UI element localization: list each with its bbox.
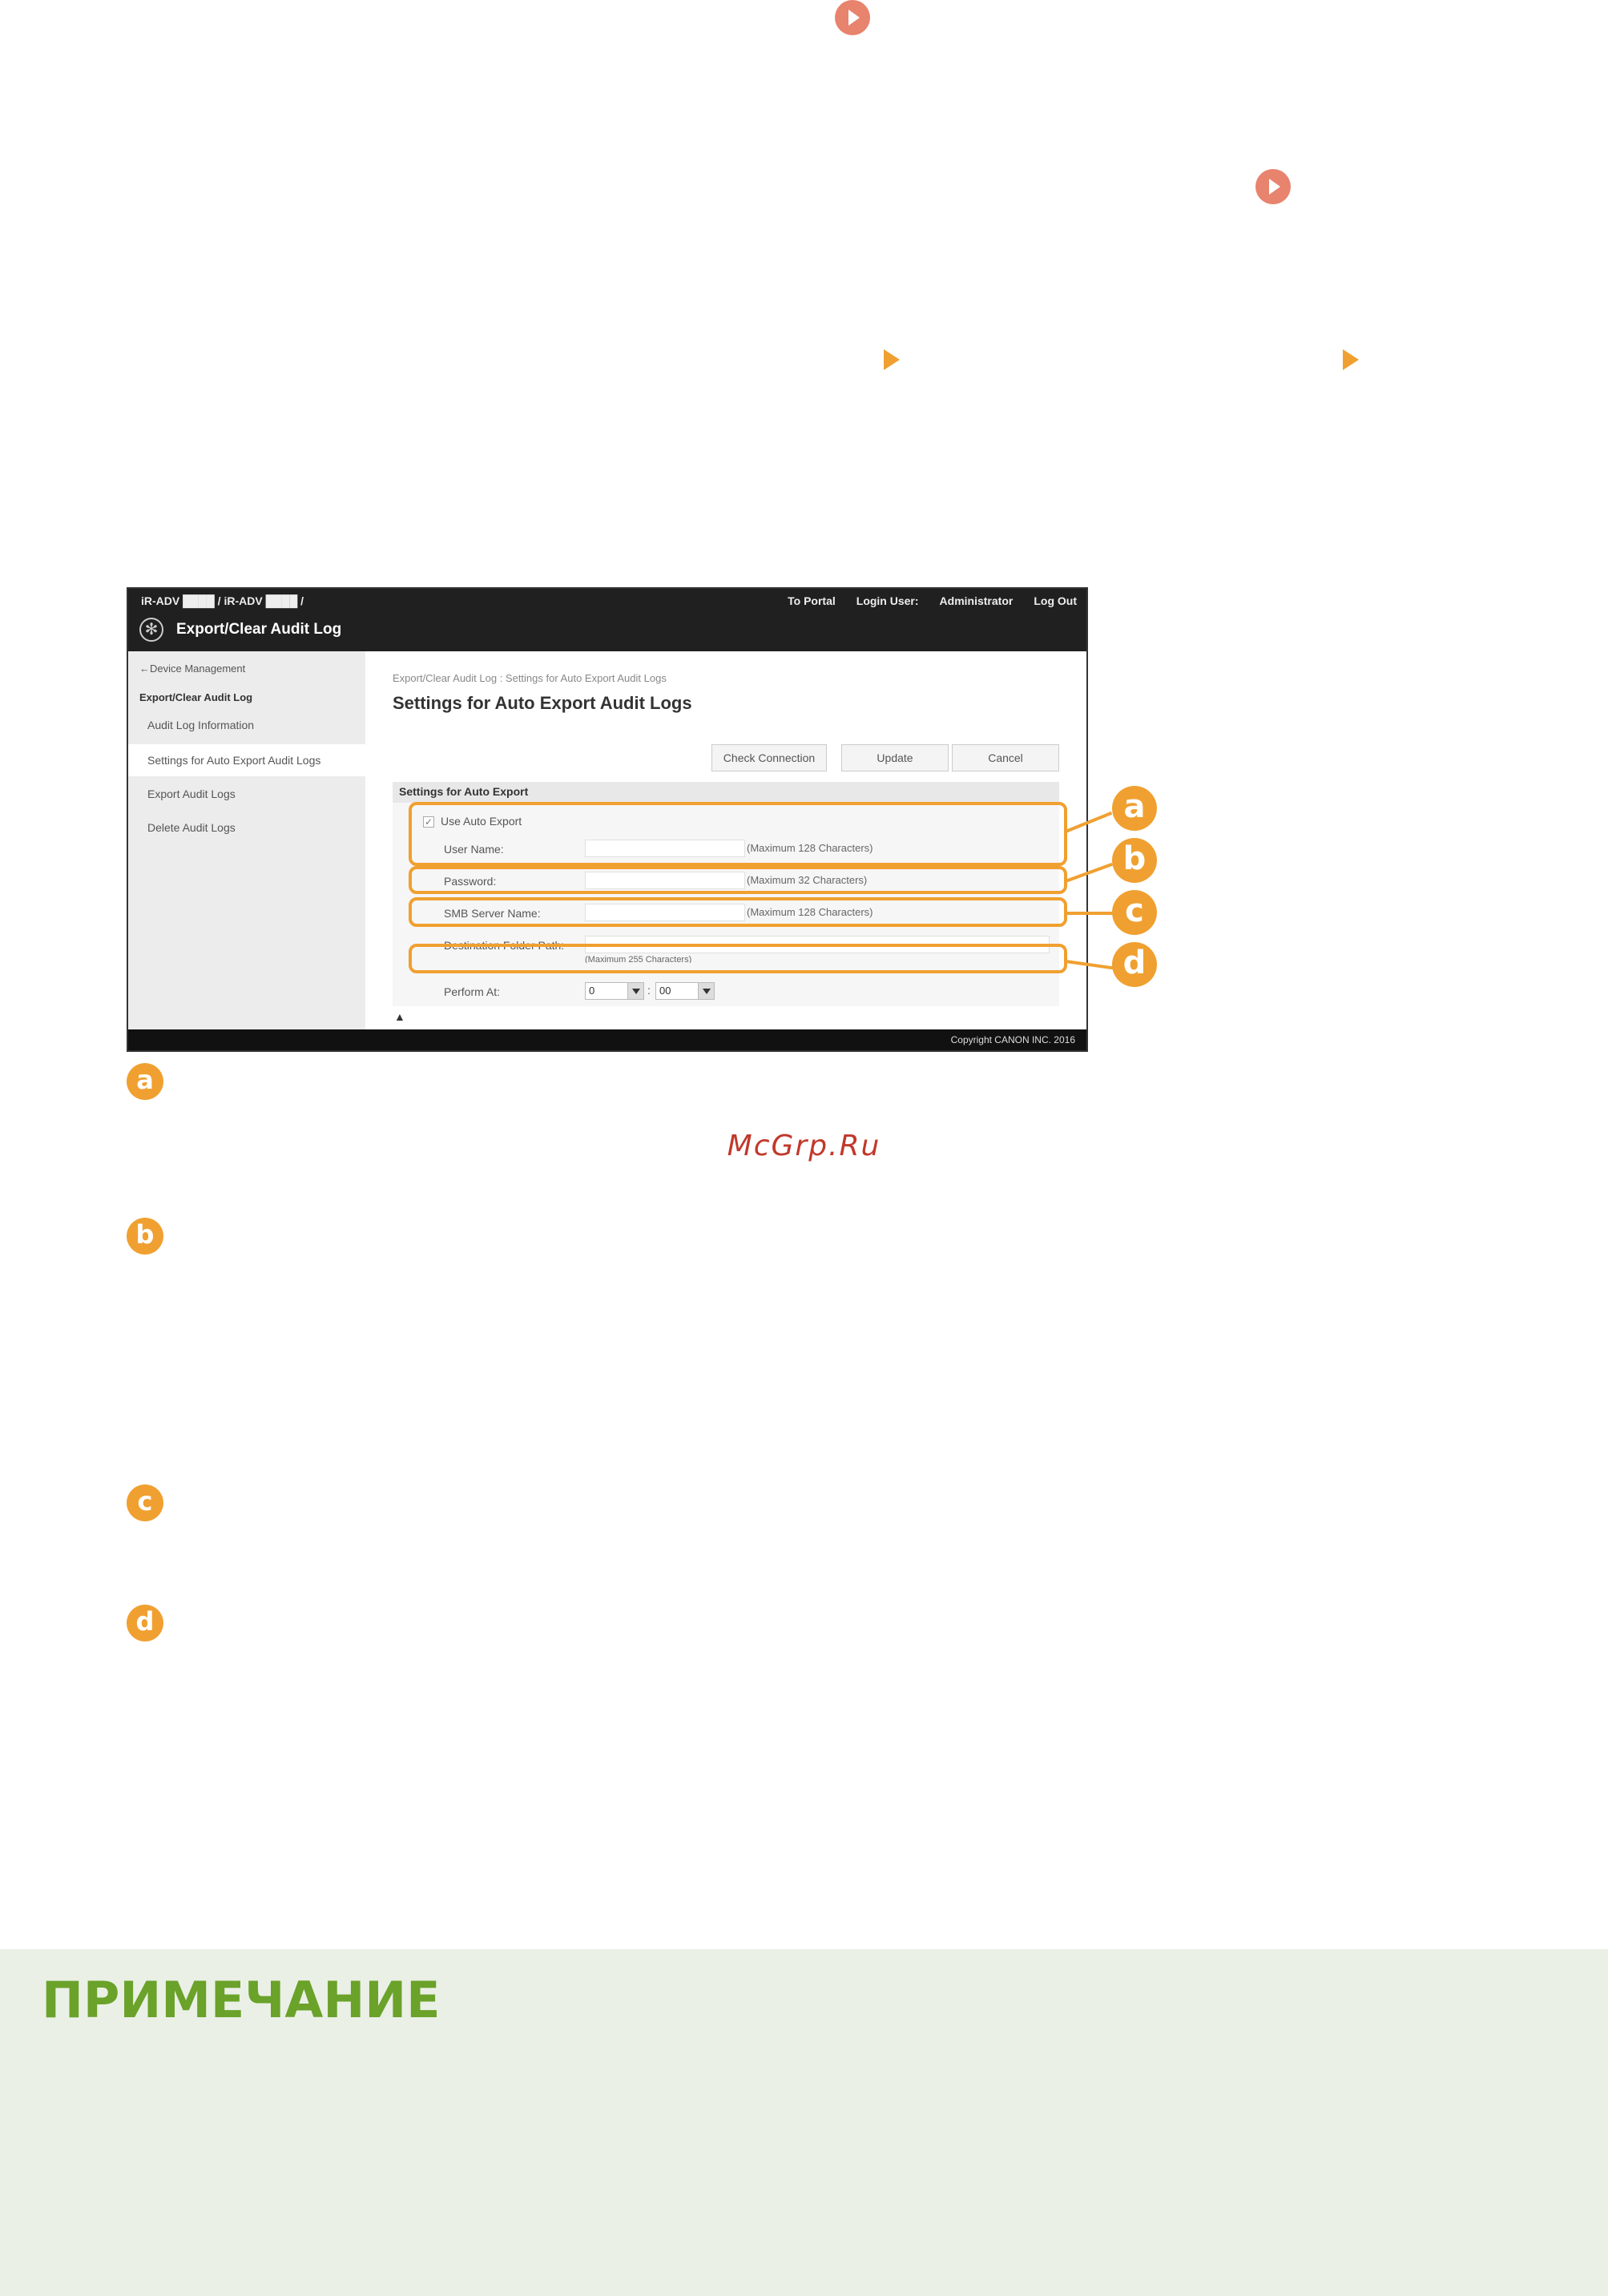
logout-link[interactable]: Log Out	[1034, 594, 1077, 607]
callout-badge-c: c	[1112, 890, 1157, 935]
update-button[interactable]: Update	[841, 744, 949, 771]
check-connection-button[interactable]: Check Connection	[711, 744, 827, 771]
sidebar-section-title: Export/Clear Audit Log	[139, 691, 253, 703]
note-title: ПРИМЕЧАНИЕ	[42, 1971, 441, 2029]
time-separator: :	[647, 984, 651, 997]
login-user-label: Login User:	[856, 594, 919, 607]
highlight-a	[409, 802, 1067, 866]
destination-path-label: Destination Folder Path:	[444, 939, 565, 952]
arrow-right-icon	[1343, 349, 1359, 370]
link-play-icon[interactable]	[835, 0, 870, 35]
use-auto-export-checkbox[interactable]: ✓	[424, 816, 433, 828]
password-note: (Maximum 32 Characters)	[747, 874, 868, 886]
sidebar-item-settings-auto-export[interactable]: Settings for Auto Export Audit Logs	[128, 744, 365, 776]
section-title: Settings for Auto Export	[393, 782, 1059, 803]
login-user-name: Administrator	[939, 594, 1014, 607]
perform-at-label: Perform At:	[444, 985, 501, 998]
hour-value: 0	[589, 985, 595, 997]
sidebar-back-device-management[interactable]: ←Device Management	[139, 663, 246, 675]
footer-copyright: Copyright CANON INC. 2016	[128, 1029, 1086, 1050]
smb-server-label: SMB Server Name:	[444, 907, 541, 920]
use-auto-export-label: Use Auto Export	[441, 815, 522, 828]
callout-line-c	[1066, 912, 1118, 915]
hour-select[interactable]	[585, 982, 644, 1000]
smb-server-note: (Maximum 128 Characters)	[747, 906, 873, 918]
callout-badge-b: b	[1112, 838, 1157, 883]
watermark: McGrp.Ru	[727, 1130, 881, 1162]
arrow-right-icon	[884, 349, 900, 370]
app-title: Export/Clear Audit Log	[176, 621, 342, 638]
password-label: Password:	[444, 875, 497, 888]
page-title: Settings for Auto Export Audit Logs	[393, 693, 692, 713]
destination-path-note: (Maximum 255 Characters)	[585, 956, 692, 963]
device-model: iR-ADV ████ / iR-ADV ████ /	[141, 594, 304, 607]
sidebar-item-delete-audit-logs[interactable]: Delete Audit Logs	[147, 821, 236, 834]
highlight-c	[409, 897, 1067, 927]
marker-b: b	[127, 1218, 163, 1255]
breadcrumb: Export/Clear Audit Log : Settings for Auto Export Audit Logs	[393, 672, 667, 684]
to-portal-link[interactable]: To Portal	[788, 594, 836, 607]
back-to-top-icon[interactable]: ▲	[394, 1010, 405, 1023]
sidebar-item-audit-log-information[interactable]: Audit Log Information	[147, 719, 255, 731]
header-links	[788, 594, 1077, 607]
gear-icon: ✻	[139, 618, 163, 642]
sidebar-item-export-audit-logs[interactable]: Export Audit Logs	[147, 787, 236, 800]
callout-badge-a: a	[1112, 786, 1157, 831]
user-name-label: User Name:	[444, 843, 504, 856]
callout-badge-d: d	[1112, 942, 1157, 987]
link-play-icon[interactable]	[1255, 169, 1291, 204]
user-name-note: (Maximum 128 Characters)	[747, 842, 873, 854]
minute-select[interactable]	[655, 982, 715, 1000]
minute-value: 00	[659, 985, 671, 997]
cancel-button[interactable]: Cancel	[952, 744, 1059, 771]
marker-c: c	[127, 1484, 163, 1521]
marker-a: a	[127, 1063, 163, 1100]
sidebar	[128, 651, 365, 1033]
top-bar	[128, 589, 1086, 651]
chevron-down-icon	[698, 983, 714, 999]
highlight-b	[409, 866, 1067, 894]
chevron-down-icon	[627, 983, 643, 999]
marker-d: d	[127, 1605, 163, 1641]
highlight-d	[409, 944, 1067, 973]
